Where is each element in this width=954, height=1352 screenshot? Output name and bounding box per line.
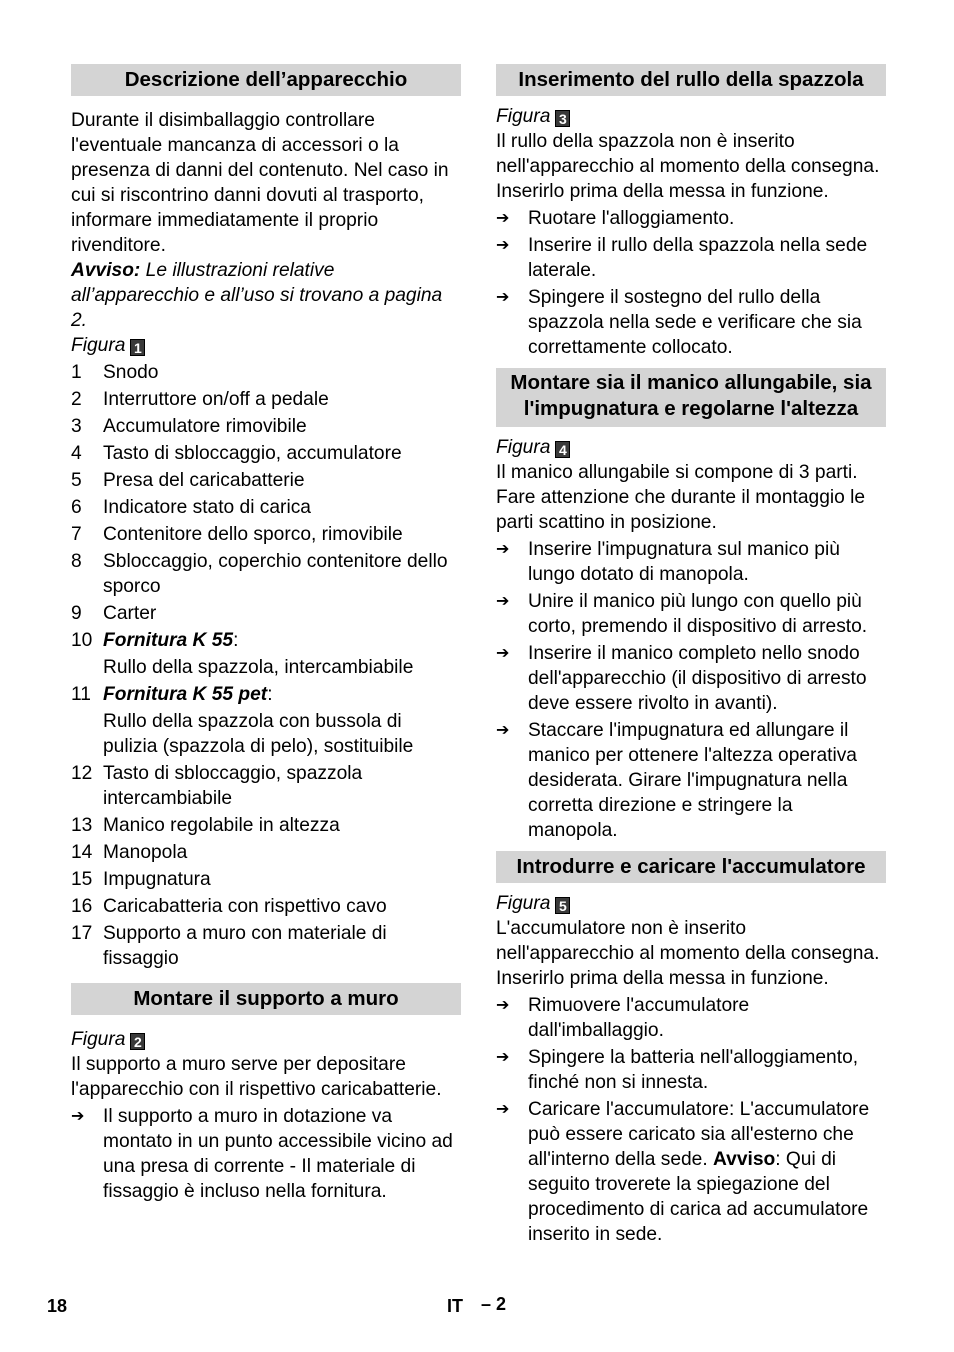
item-number: 3 bbox=[71, 416, 82, 437]
arrow-right-icon: ➔ bbox=[496, 210, 510, 227]
step-item bbox=[496, 589, 886, 639]
figure-ref-4 bbox=[496, 435, 886, 460]
item-text-block bbox=[103, 682, 461, 759]
list-item bbox=[71, 628, 461, 680]
figure-ref-2 bbox=[71, 1027, 461, 1052]
item-text-block bbox=[103, 387, 461, 412]
list-item bbox=[71, 468, 461, 493]
step-item bbox=[71, 1104, 461, 1204]
item-text-block bbox=[103, 813, 461, 838]
figure-number-badge: 1 bbox=[130, 339, 145, 356]
item-number: 4 bbox=[71, 443, 82, 464]
brush-roller-intro: Il rullo della spazzola non è inserito nell'apparecchio al momento della consegna. Inserirlo prima della messa in funzione. bbox=[496, 131, 880, 202]
list-item bbox=[71, 813, 461, 838]
step-item bbox=[496, 537, 886, 587]
item-text: Supporto a muro con materiale di fissaggio bbox=[103, 923, 387, 969]
item-number: 5 bbox=[71, 470, 82, 491]
brush-roller-steps bbox=[496, 206, 886, 360]
item-text: Carter bbox=[103, 603, 157, 624]
figure-ref-1 bbox=[71, 333, 461, 358]
figure-label: Figura bbox=[496, 106, 551, 127]
figure-label: Figura bbox=[71, 1029, 126, 1050]
item-text: Contenitore dello sporco, rimovibile bbox=[103, 524, 403, 545]
list-item bbox=[71, 522, 461, 547]
step-item bbox=[496, 718, 886, 843]
description-notice bbox=[71, 258, 461, 333]
item-text-block bbox=[103, 867, 461, 892]
item-text-block bbox=[103, 840, 461, 865]
item-text: Manopola bbox=[103, 842, 188, 863]
item-label-suffix: : bbox=[267, 684, 273, 705]
arrow-right-icon: ➔ bbox=[71, 1108, 85, 1125]
item-number: 2 bbox=[71, 389, 82, 410]
item-number: 6 bbox=[71, 497, 82, 518]
item-number: 7 bbox=[71, 524, 82, 545]
list-item bbox=[71, 414, 461, 439]
item-text: Indicatore stato di carica bbox=[103, 497, 311, 518]
figure-label: Figura bbox=[71, 335, 126, 356]
notice-label: Avviso: bbox=[71, 260, 141, 281]
handle-intro: Il manico allungabile si compone di 3 parti. Fare attenzione che durante il montaggio le parti scattino in posizione. bbox=[496, 462, 866, 533]
arrow-right-icon: ➔ bbox=[496, 1049, 510, 1066]
figure-label: Figura bbox=[496, 893, 551, 914]
list-item bbox=[71, 549, 461, 599]
page-number: 18 bbox=[47, 1296, 68, 1316]
item-text: Tasto di sbloccaggio, spazzola intercambiabile bbox=[103, 763, 363, 809]
item-number: 9 bbox=[71, 603, 82, 624]
item-text-block bbox=[103, 522, 461, 547]
item-text: Rullo della spazzola con bussola di pulizia (spazzola di pelo), sostituibile bbox=[103, 711, 414, 757]
wall-mount-intro: Il supporto a muro serve per depositare l'apparecchio con il rispettivo caricabatterie. bbox=[71, 1054, 442, 1100]
item-text: Interruttore on/off a pedale bbox=[103, 389, 329, 410]
left-column bbox=[71, 64, 461, 1204]
item-text: Presa del caricabatterie bbox=[103, 470, 305, 491]
item-text-block bbox=[103, 414, 461, 439]
arrow-right-icon: ➔ bbox=[496, 593, 510, 610]
figure-number-badge: 2 bbox=[130, 1033, 145, 1050]
item-text-block bbox=[103, 468, 461, 493]
list-item bbox=[71, 761, 461, 811]
item-number: 11 bbox=[71, 684, 91, 705]
list-item bbox=[71, 894, 461, 919]
item-label: Fornitura K 55 bbox=[103, 630, 234, 651]
sub-page-number: – 2 bbox=[481, 1294, 507, 1314]
item-number: 10 bbox=[71, 630, 93, 651]
arrow-right-icon: ➔ bbox=[496, 541, 510, 558]
parts-list bbox=[71, 360, 461, 971]
charge-step-notice-text: : Qui di seguito troverete la spiegazione del procedimento di carica ad accumulatore inserito in sede. bbox=[528, 1149, 869, 1245]
item-number: 12 bbox=[71, 763, 93, 784]
figure-ref-5 bbox=[496, 891, 886, 916]
item-number: 8 bbox=[71, 551, 82, 572]
step-text: Inserire il manico completo nello snodo dell'apparecchio (il dispositivo di arresto deve essere rivolto in avanti). bbox=[528, 643, 867, 714]
list-item bbox=[71, 360, 461, 385]
item-text: Sbloccaggio, coperchio contenitore dello sporco bbox=[103, 551, 448, 597]
step-item bbox=[496, 285, 886, 360]
language-code: IT bbox=[447, 1296, 463, 1316]
step-text: Rimuovere l'accumulatore dall'imballaggio. bbox=[528, 995, 750, 1041]
step-text bbox=[528, 1097, 886, 1247]
item-text-block bbox=[103, 601, 461, 626]
item-text-block bbox=[103, 549, 461, 599]
item-number: 1 bbox=[71, 362, 82, 383]
list-item bbox=[71, 682, 461, 759]
list-item bbox=[71, 601, 461, 626]
section-heading-battery: Introdurre e caricare l'accumulatore bbox=[496, 851, 886, 883]
item-label: Fornitura K 55 pet bbox=[103, 684, 268, 705]
item-text: Impugnatura bbox=[103, 869, 211, 890]
step-item bbox=[496, 993, 886, 1043]
item-text-block bbox=[103, 495, 461, 520]
item-number: 13 bbox=[71, 815, 93, 836]
figure-number-badge: 3 bbox=[555, 110, 570, 127]
charge-step-notice-label: Avviso bbox=[713, 1149, 776, 1170]
figure-number-badge: 4 bbox=[555, 441, 570, 458]
charge-step-text: Caricare l'accumulatore: L'accumulatore può essere caricato sia all'esterno che all'interno della sede. bbox=[528, 1099, 870, 1170]
item-text-block bbox=[103, 360, 461, 385]
right-column bbox=[496, 64, 886, 1247]
item-text: Manico regolabile in altezza bbox=[103, 815, 340, 836]
section-heading-description: Descrizione dell’apparecchio bbox=[71, 64, 461, 96]
item-label-suffix: : bbox=[233, 630, 239, 651]
description-intro: Durante il disimballaggio controllare l'eventuale mancanza di accessori o la presenza di danni del contenuto. Nel caso in cui si riscontrino danni dovuti al trasporto, informare immediatamente il proprio rivenditore. bbox=[71, 110, 449, 256]
step-text: Inserire il rullo della spazzola nella sede laterale. bbox=[528, 235, 868, 281]
item-number: 17 bbox=[71, 923, 93, 944]
step-text: Inserire l'impugnatura sul manico più lungo dotato di manopola. bbox=[528, 539, 840, 585]
step-item bbox=[496, 206, 886, 231]
step-text: Staccare l'impugnatura ed allungare il manico per ottenere l'altezza operativa desiderata. Girare l'impugnatura nella corretta direzione e stringere la manopola. bbox=[528, 720, 857, 841]
list-item bbox=[71, 387, 461, 412]
item-text-block bbox=[103, 921, 461, 971]
step-item bbox=[496, 233, 886, 283]
item-text: Accumulatore rimovibile bbox=[103, 416, 307, 437]
battery-steps bbox=[496, 993, 886, 1247]
item-number: 16 bbox=[71, 896, 93, 917]
item-text: Caricabatteria con rispettivo cavo bbox=[103, 896, 387, 917]
arrow-right-icon: ➔ bbox=[496, 722, 510, 739]
list-item bbox=[71, 840, 461, 865]
list-item bbox=[71, 867, 461, 892]
battery-intro: L'accumulatore non è inserito nell'apparecchio al momento della consegna. Inserirlo prima della messa in funzione. bbox=[496, 918, 880, 989]
handle-steps bbox=[496, 537, 886, 843]
arrow-right-icon: ➔ bbox=[496, 997, 510, 1014]
section-heading-brush-roller: Inserimento del rullo della spazzola bbox=[496, 64, 886, 96]
step-item bbox=[496, 641, 886, 716]
section-heading-wall-mount: Montare il supporto a muro bbox=[71, 983, 461, 1015]
figure-ref-3 bbox=[496, 104, 886, 129]
list-item bbox=[71, 495, 461, 520]
item-text: Tasto di sbloccaggio, accumulatore bbox=[103, 443, 402, 464]
section-heading-handle: Montare sia il manico allungabile, sia l'impugnatura e regolarne l'altezza bbox=[496, 368, 886, 427]
step-text: Unire il manico più lungo con quello più corto, premendo il dispositivo di arresto. bbox=[528, 591, 868, 637]
arrow-right-icon: ➔ bbox=[496, 237, 510, 254]
step-item bbox=[496, 1097, 886, 1247]
list-item bbox=[71, 441, 461, 466]
item-number: 14 bbox=[71, 842, 93, 863]
step-text: Spingere il sostegno del rullo della spazzola nella sede e verificare che sia correttamente collocato. bbox=[528, 287, 862, 358]
figure-label: Figura bbox=[496, 437, 551, 458]
notice-text: Le illustrazioni relative all’apparecchio e all’uso si trovano a pagina 2. bbox=[71, 260, 443, 331]
arrow-right-icon: ➔ bbox=[496, 645, 510, 662]
item-text: Snodo bbox=[103, 362, 159, 383]
arrow-right-icon: ➔ bbox=[496, 289, 510, 306]
item-number: 15 bbox=[71, 869, 93, 890]
step-text: Il supporto a muro in dotazione va montato in un punto accessibile vicino ad una presa di corrente - Il materiale di fissaggio è incluso nella fornitura. bbox=[103, 1106, 453, 1202]
item-text-block bbox=[103, 761, 461, 811]
wall-mount-steps bbox=[71, 1104, 461, 1204]
item-text-block bbox=[103, 894, 461, 919]
step-item bbox=[496, 1045, 886, 1095]
item-text-block bbox=[103, 628, 461, 680]
figure-number-badge: 5 bbox=[555, 897, 570, 914]
arrow-right-icon: ➔ bbox=[496, 1101, 510, 1118]
item-text-block bbox=[103, 441, 461, 466]
list-item bbox=[71, 921, 461, 971]
step-text: Spingere la batteria nell'alloggiamento, finché non si innesta. bbox=[528, 1047, 859, 1093]
step-text: Ruotare l'alloggiamento. bbox=[528, 208, 735, 229]
item-text: Rullo della spazzola, intercambiabile bbox=[103, 657, 414, 678]
